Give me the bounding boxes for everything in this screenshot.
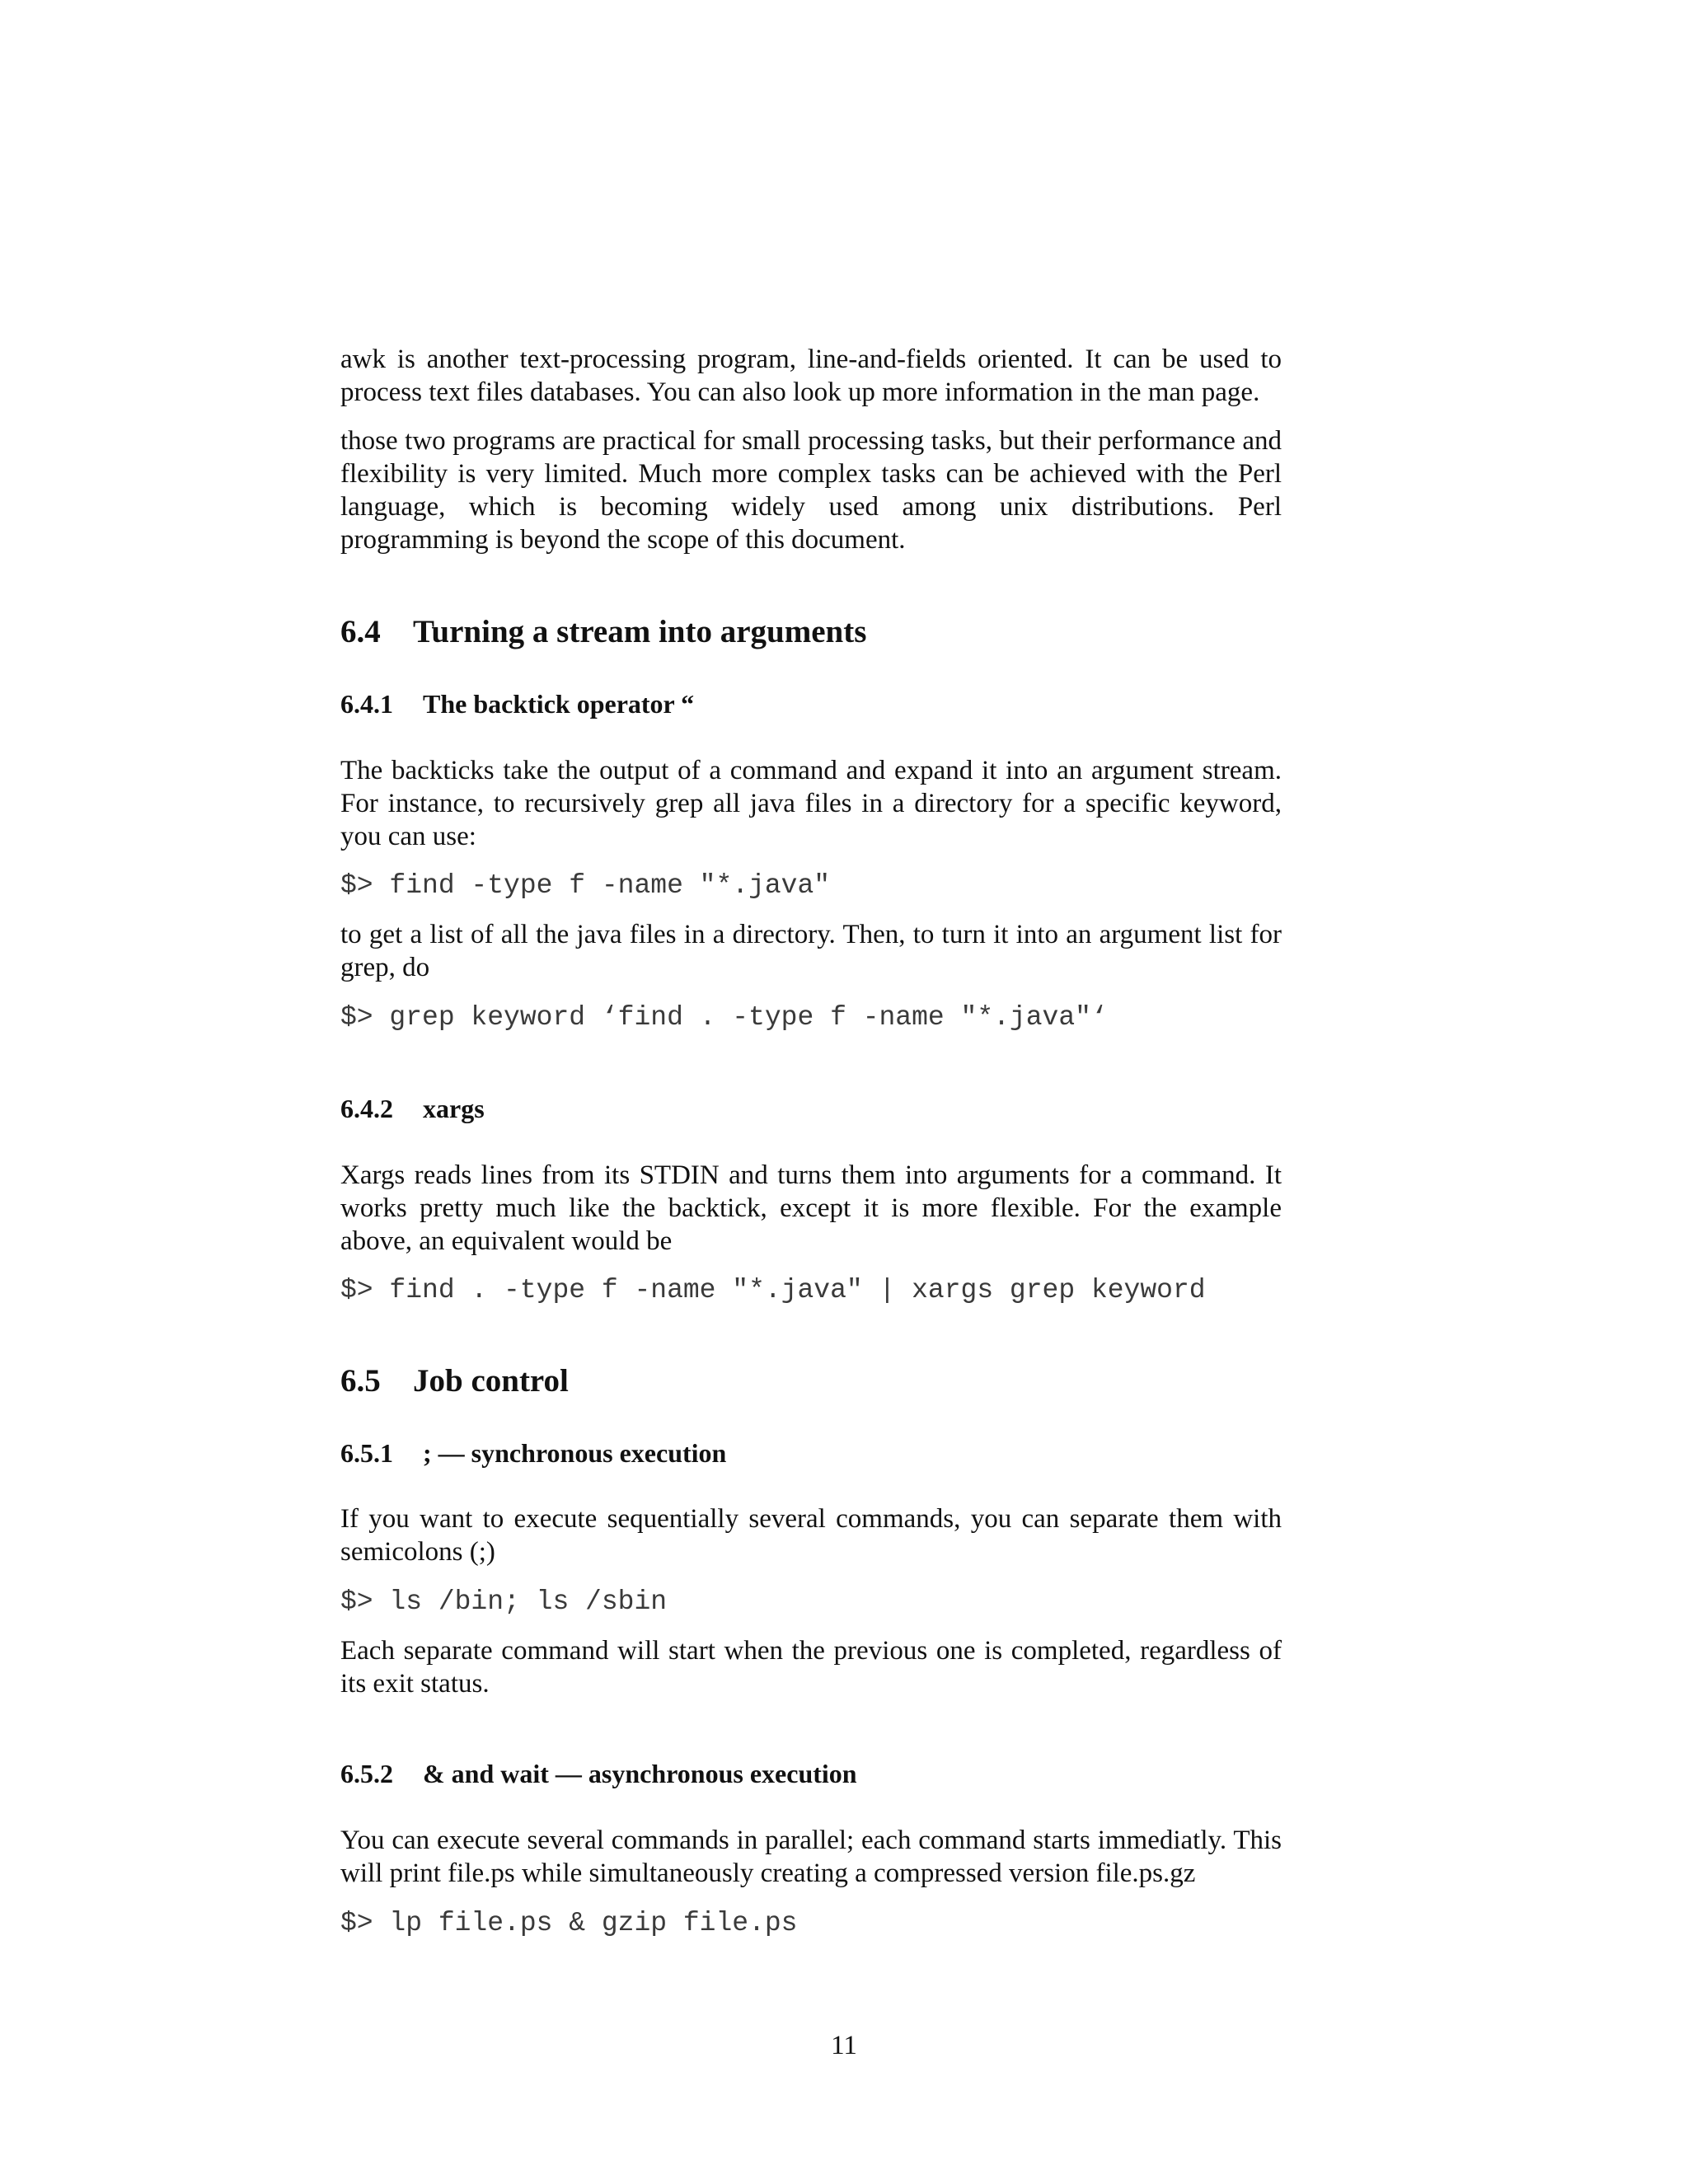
code-find-java: $> find -type f -name "*.java" — [340, 870, 831, 901]
subsection-title: xargs — [423, 1094, 485, 1123]
subsection-number: 6.4.2 — [340, 1094, 393, 1123]
section-number: 6.5 — [340, 1363, 381, 1399]
subsection-number: 6.5.2 — [340, 1759, 393, 1788]
subsection-title: ; — synchronous execution — [423, 1438, 727, 1468]
section-title: Turning a stream into arguments — [413, 614, 867, 649]
paragraph-backticks: The backticks take the output of a command and expand it into an argument stream. For instance, to recursively grep all java files in a directory for a specific keyword, you can use: — [340, 756, 1282, 851]
section-heading-6-5 — [340, 1362, 1282, 1400]
paragraph-get-list: to get a list of all the java files in a directory. Then, to turn it into an argument list for grep, do — [340, 920, 1282, 982]
paragraph-sequential: If you want to execute sequentially several commands, you can separate them with semicolons (;) — [340, 1504, 1282, 1567]
code-lp-gzip: $> lp file.ps & gzip file.ps — [340, 1908, 798, 1938]
subsection-title: & and wait — asynchronous execution — [423, 1759, 857, 1788]
subsection-heading-6-4-1 — [340, 687, 1282, 720]
paragraph-awk: awk is another text-processing program, line-and-fields oriented. It can be used to process text files databases. You can also look up more information in the man page. — [340, 344, 1282, 407]
subsection-heading-6-5-2 — [340, 1757, 1282, 1790]
code-find-xargs: $> find . -type f -name "*.java" | xargs grep keyword — [340, 1275, 1206, 1305]
subsection-title: The backtick operator “ — [423, 689, 695, 719]
section-title: Job control — [413, 1363, 569, 1399]
paragraph-each-separate: Each separate command will start when the previous one is completed, regardless of its exit status. — [340, 1636, 1282, 1699]
paragraph-programs-limits: those two programs are practical for small processing tasks, but their performance and flexibility is very limited. Much more complex tasks can be achieved with the Perl language, which is becoming widely used among unix distributions. Perl programming is beyond the scope of this document. — [340, 426, 1282, 555]
section-heading-6-4 — [340, 613, 1282, 651]
subsection-heading-6-4-2 — [340, 1092, 1282, 1125]
paragraph-parallel: You can execute several commands in parallel; each command starts immediatly. This will print file.ps while simultaneously creating a compressed version file.ps.gz — [340, 1825, 1282, 1888]
subsection-number: 6.4.1 — [340, 689, 393, 719]
page-number: 11 — [831, 2031, 857, 2060]
code-grep-backtick: $> grep keyword ‘find . -type f -name "*.java"‘ — [340, 1002, 1108, 1033]
code-ls: $> ls /bin; ls /sbin — [340, 1586, 668, 1617]
section-number: 6.4 — [340, 614, 381, 649]
subsection-number: 6.5.1 — [340, 1438, 393, 1468]
paragraph-xargs: Xargs reads lines from its STDIN and turns them into arguments for a command. It works pretty much like the backtick, except it is more flexible. For the example above, an equivalent would be — [340, 1160, 1282, 1256]
subsection-heading-6-5-1 — [340, 1436, 1282, 1469]
